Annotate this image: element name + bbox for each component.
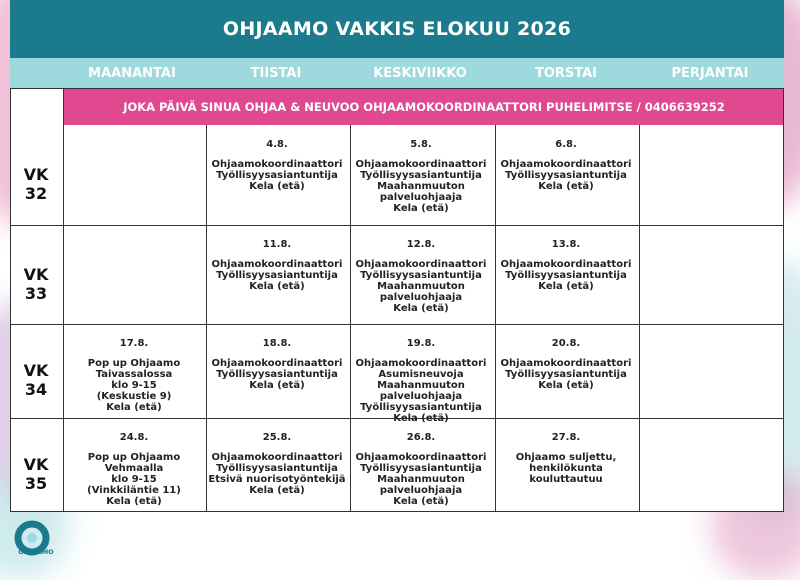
cell-service-line: Ohjaamokoordinaattori (355, 159, 487, 170)
cell-service-line: Kela (etä) (538, 281, 594, 292)
day-cell (497, 338, 635, 391)
day-header-thursday: TORSTAI (534, 65, 598, 81)
cell-date: 19.8. (406, 338, 436, 349)
cell-date: 17.8. (119, 338, 149, 349)
day-cell (208, 239, 346, 292)
day-header-wednesday: KESKIVIIKKO (373, 65, 467, 81)
schedule-grid (10, 88, 784, 512)
grid-divider (10, 324, 784, 325)
cell-service-line: Kela (etä) (249, 380, 305, 391)
day-cell (208, 338, 346, 391)
cell-date: 12.8. (406, 239, 436, 250)
cell-service-line: (Vinkkiläntie 11) (87, 485, 181, 496)
week-label: VK 33 (23, 264, 49, 303)
logo-text: OHJAAMO (18, 548, 54, 556)
cell-service-line: Työllisyysasiantuntija (360, 270, 482, 281)
cell-service-line: Työllisyysasiantuntija (360, 402, 482, 413)
day-header-tuesday: TIISTAI (250, 65, 302, 81)
cell-date: 5.8. (410, 139, 432, 150)
day-cell (497, 139, 635, 192)
day-cell (497, 239, 635, 292)
cell-service-line: Työllisyysasiantuntija (360, 170, 482, 181)
cell-service-line: Vehmaalla (104, 463, 164, 474)
cell-service-line: Kela (etä) (249, 281, 305, 292)
cell-service-line: Kela (etä) (106, 402, 162, 413)
cell-service-line: klo 9-15 (111, 380, 157, 391)
cell-service-line: palveluohjaaja (379, 391, 463, 402)
cell-service-line: Kela (etä) (393, 496, 449, 507)
day-cell (208, 432, 346, 496)
cell-service-line: Maahanmuuton (377, 281, 465, 292)
cell-service-line: palveluohjaaja (379, 292, 463, 303)
cell-date: 24.8. (119, 432, 149, 443)
cell-date: 27.8. (551, 432, 581, 443)
cell-service-line: Taivassalossa (95, 369, 173, 380)
cell-service-line: Työllisyysasiantuntija (216, 463, 338, 474)
cell-date: 4.8. (266, 139, 288, 150)
cell-date: 20.8. (551, 338, 581, 349)
cell-service-line: Maahanmuuton (377, 181, 465, 192)
grid-divider (63, 89, 64, 511)
day-cell (497, 432, 635, 485)
cell-service-line: Ohjaamokoordinaattori (355, 452, 487, 463)
day-cell (352, 139, 490, 214)
cell-service-line: Maahanmuuton (377, 474, 465, 485)
day-cell (65, 432, 203, 507)
day-cell (352, 239, 490, 314)
info-banner: JOKA PÄIVÄ SINUA OHJAA & NEUVOO OHJAAMOKOORDINAATTORI PUHELIMITSE / 0406639252 (64, 89, 784, 125)
cell-service-line: henkilökunta (529, 463, 603, 474)
day-cell (208, 139, 346, 192)
cell-service-line: palveluohjaaja (379, 485, 463, 496)
day-cell (352, 432, 490, 507)
cell-service-line: Ohjaamokoordinaattori (211, 358, 343, 369)
week-label: VK 35 (23, 454, 49, 493)
cell-service-line: (Keskustie 9) (96, 391, 172, 402)
cell-date: 26.8. (406, 432, 436, 443)
cell-service-line: Ohjaamokoordinaattori (355, 259, 487, 270)
cell-service-line: Ohjaamokoordinaattori (211, 159, 343, 170)
cell-service-line: Ohjaamo suljettu, (515, 452, 617, 463)
grid-divider (639, 125, 640, 511)
week-label: VK 32 (23, 165, 49, 203)
cell-service-line: Ohjaamokoordinaattori (500, 159, 632, 170)
day-cell (352, 338, 490, 424)
cell-service-line: Työllisyysasiantuntija (216, 170, 338, 181)
cell-service-line: Työllisyysasiantuntija (216, 369, 338, 380)
cell-service-line: Ohjaamokoordinaattori (355, 358, 487, 369)
cell-service-line: Kela (etä) (538, 181, 594, 192)
cell-date: 11.8. (262, 239, 292, 250)
cell-service-line: Kela (etä) (393, 303, 449, 314)
cell-service-line: Asumisneuvoja (378, 369, 464, 380)
cell-service-line: Kela (etä) (249, 181, 305, 192)
cell-service-line: kouluttautuu (529, 474, 603, 485)
cell-service-line: Kela (etä) (393, 203, 449, 214)
week-label: VK 34 (23, 361, 49, 399)
day-header-monday: MAANANTAI (88, 65, 176, 81)
ohjaamo-logo-icon (10, 518, 62, 564)
cell-service-line: Ohjaamokoordinaattori (211, 259, 343, 270)
grid-divider (10, 225, 784, 226)
cell-service-line: Työllisyysasiantuntija (505, 170, 627, 181)
cell-service-line: Kela (etä) (393, 413, 449, 424)
cell-service-line: Etsivä nuorisotyöntekijä (208, 474, 346, 485)
cell-service-line: Kela (etä) (249, 485, 305, 496)
cell-service-line: klo 9-15 (111, 474, 157, 485)
cell-service-line: Maahanmuuton (377, 380, 465, 391)
grid-divider (495, 125, 496, 511)
cell-service-line: Pop up Ohjaamo (87, 358, 181, 369)
cell-service-line: Ohjaamokoordinaattori (500, 358, 632, 369)
cell-service-line: Pop up Ohjaamo (87, 452, 181, 463)
cell-service-line: Ohjaamokoordinaattori (211, 452, 343, 463)
grid-divider (206, 125, 207, 511)
cell-service-line: palveluohjaaja (379, 192, 463, 203)
day-cell (65, 338, 203, 413)
cell-service-line: Kela (etä) (538, 380, 594, 391)
cell-service-line: Työllisyysasiantuntija (360, 463, 482, 474)
cell-date: 25.8. (262, 432, 292, 443)
grid-divider (783, 89, 784, 511)
cell-date: 18.8. (262, 338, 292, 349)
cell-date: 13.8. (551, 239, 581, 250)
cell-service-line: Kela (etä) (106, 496, 162, 507)
cell-service-line: Ohjaamokoordinaattori (500, 259, 632, 270)
grid-divider (350, 125, 351, 511)
weekday-header (10, 58, 784, 88)
cell-service-line: Työllisyysasiantuntija (216, 270, 338, 281)
cell-service-line: Työllisyysasiantuntija (505, 369, 627, 380)
cell-service-line: Työllisyysasiantuntija (505, 270, 627, 281)
page-title: OHJAAMO VAKKIS ELOKUU 2026 (10, 0, 784, 58)
day-header-friday: PERJANTAI (671, 65, 749, 81)
cell-date: 6.8. (555, 139, 577, 150)
